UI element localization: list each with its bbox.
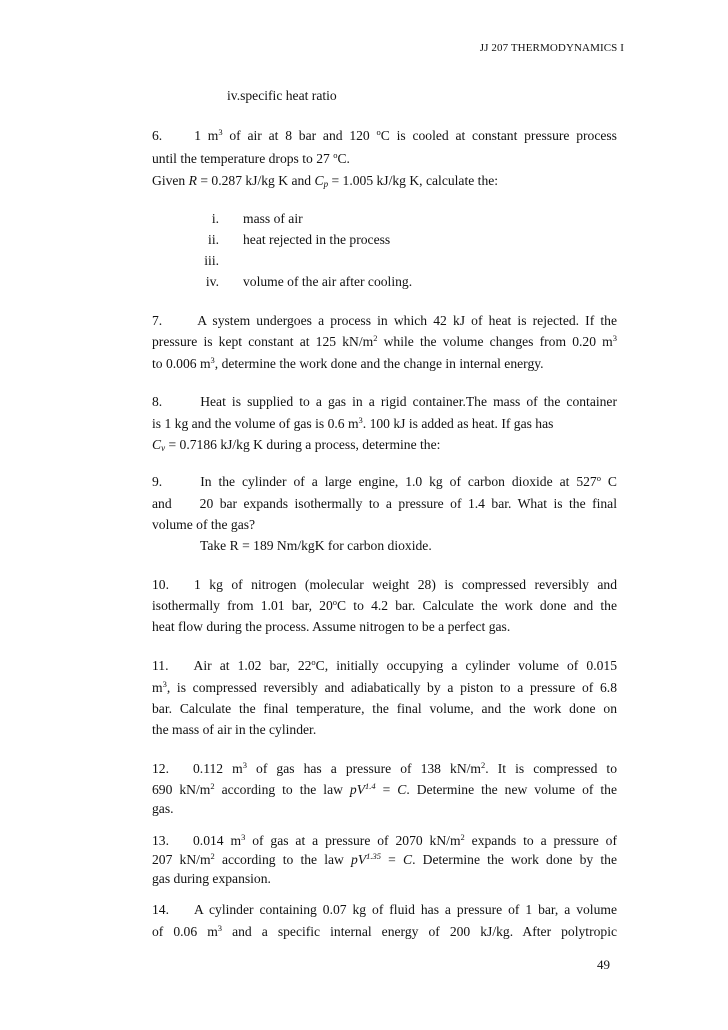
- q6-line-1: 6. 1 $m^3$ of air at 8 bar and 120 $^o$C is cooled at constant pressure process: [152, 127, 617, 143]
- page-number: 49: [597, 957, 610, 972]
- q8-line-3: $C_v = 0.7186$ kJ/kg K during a process, determine the:: [152, 437, 441, 453]
- page-header: JJ 207 THERMODYNAMICS I: [479, 42, 624, 54]
- q7-line-1: 7. A system undergoes a process in which 42 kJ of heat is rejected. If the: [152, 313, 617, 328]
- q12-line-2: 690 $kN/m^2$ according to the law $pV^{1.4} = C$. Determine the new volume of the: [152, 781, 617, 797]
- q14-line-2: of 0.06 $m^3$ and a specific internal energy of 200 kJ/kg. After polytropic: [152, 923, 618, 939]
- q14-line-1: 14. A cylinder containing 0.07 kg of fluid has a pressure of 1 bar, a volume: [152, 902, 617, 917]
- q10-line-3: heat flow during the process. Assume nitrogen to be a perfect gas.: [152, 619, 511, 634]
- q13-line-1: 13. 0.014 $m^3$ of gas at a pressure of 2070 $kN/m^2$ expands to a pressure of: [152, 832, 618, 848]
- q11-line-1: 11. Air at 1.02 bar, 22$^o$C, initially occupying a cylinder volume of 0.015: [152, 657, 617, 673]
- q9-line-1: 9. In the cylinder of a large engine, 1.0 kg of carbon dioxide at 527$^o$ C: [152, 473, 617, 489]
- q7-line-3: to 0.006 $m^3$, determine the work done and the change in internal energy.: [152, 355, 544, 371]
- q13-line-3: gas during expansion.: [152, 871, 271, 886]
- q8-line-2: is 1 kg and the volume of gas is 0.6 $m^3$. 100 kJ is added as heat. If gas has: [152, 415, 554, 431]
- q6-line-3: Given R = 0.287 kJ/kg K and $C_p = 1.005$ kJ/kg K, calculate the:: [152, 173, 499, 189]
- q11-line-2: $m^3$, is compressed reversibly and adiabatically by a piston to a pressure of 6.8: [152, 679, 617, 695]
- q7-line-2: pressure is kept constant at 125 $kN/m^2$ while the volume changes from 0.20 $m^3$: [152, 333, 617, 349]
- q9-line-4: Take R = 189 Nm/kgK for carbon dioxide.: [200, 538, 432, 553]
- q12-line-1: 12. 0.112 $m^3$ of gas has a pressure of 138 $kN/m^2$. It is compressed to: [152, 760, 617, 776]
- q13-line-2: 207 $kN/m^2$ according to the law $pV^{1.35} = C$. Determine the work done by the: [152, 851, 617, 867]
- q12-line-3: gas.: [152, 801, 174, 816]
- q8-line-1: 8. Heat is supplied to a gas in a rigid container.The mass of the container: [152, 394, 617, 409]
- q9-line-3: volume of the gas?: [152, 517, 256, 532]
- q11-line-3: bar. Calculate the final temperature, the final volume, and the work done on: [152, 701, 617, 716]
- q10-line-1: 10. 1 kg of nitrogen (molecular weight 28) is compressed reversibly and: [152, 577, 617, 592]
- q11-line-4: the mass of air in the cylinder.: [152, 722, 317, 737]
- q6-line-2: until the temperature drops to 27 $^o$C.: [152, 150, 350, 166]
- intro-item: iv.specific heat ratio: [227, 88, 337, 103]
- q9-line-2: and 20 bar expands isothermally to a pressure of 1.4 bar. What is the final: [152, 496, 617, 511]
- q10-line-2: isothermally from 1.01 bar, 20$^o$C to 4.2 bar. Calculate the work done and the: [152, 597, 617, 613]
